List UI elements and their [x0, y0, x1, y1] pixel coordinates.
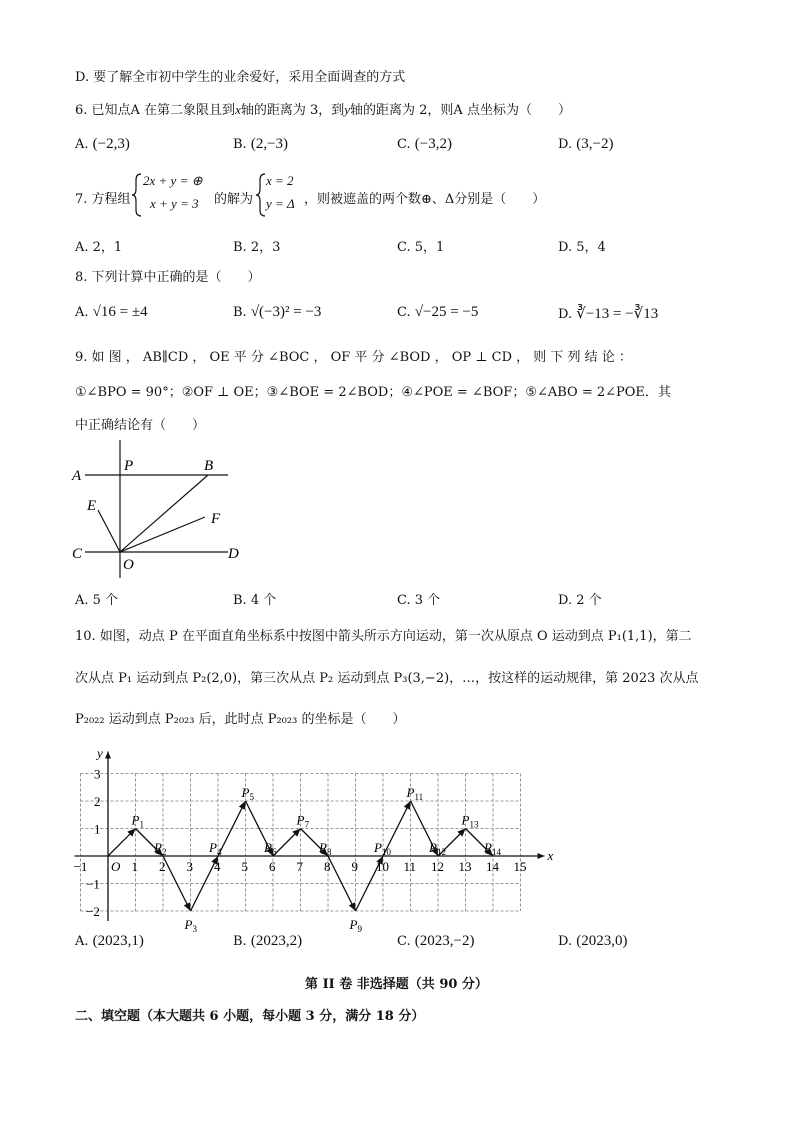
q6-d-value: (3,−2) — [576, 136, 614, 152]
q6-b-value: (2,−3) — [250, 136, 289, 152]
q6-stem-a: 6. 已知点A 在第二象限且到 — [75, 103, 236, 118]
x-tick-label: 9 — [351, 859, 358, 874]
point-label-subscript: 5 — [249, 792, 254, 802]
point-label-subscript: 1 — [139, 819, 144, 830]
q7-mid: 的解为 — [214, 192, 254, 207]
q8-d-expr: ∛−13 = −∛13 — [576, 306, 659, 322]
q8-option-c — [397, 304, 478, 321]
y-tick-label: 3 — [94, 766, 101, 782]
point-label-subscript: 12 — [436, 847, 446, 857]
y-tick-label: 2 — [94, 794, 101, 809]
point-label-subscript: 6 — [271, 847, 277, 857]
label-o: O — [123, 557, 134, 573]
label-c: C — [72, 546, 83, 562]
x-tick-label: 1 — [131, 859, 138, 874]
x-axis-label: x — [547, 848, 554, 863]
point-label-subscript: 2 — [161, 847, 167, 857]
point-label-p9: $P_9$ — [349, 917, 362, 933]
q5-option-d: D. 要了解全市初中学生的业余爱好，采用全面调查的方式 — [75, 70, 406, 85]
q8-c-label: C. — [397, 305, 411, 320]
q9-option-c: C. 3 个 — [397, 593, 441, 608]
q9-option-d: D. 2 个 — [558, 593, 602, 608]
q6-stem-c: 轴的距离为 2，则A 点坐标为（ ） — [350, 103, 571, 118]
q7-eq2: x + y = 3 — [150, 196, 199, 211]
q10-d-label: D. — [558, 934, 573, 949]
y-tick-label: −1 — [86, 876, 100, 892]
y-axis-label: y — [97, 745, 103, 761]
q10-coordinate-chart — [70, 733, 560, 933]
label-a: A — [72, 468, 82, 484]
q9-option-a: A. 5 个 — [75, 593, 119, 608]
point-label-subscript: 14 — [491, 847, 501, 857]
q10-option-a — [75, 933, 144, 950]
q6-option-b — [233, 136, 288, 153]
q7-stem-b: ，则被遮盖的两个数⊕、Δ分别是（ ） — [304, 192, 546, 207]
section-title: 第 II 卷 非选择题（共 90 分） — [305, 977, 488, 992]
label-e: E — [87, 498, 97, 514]
q6-a-label: A. — [75, 137, 89, 152]
ray-of — [120, 517, 205, 552]
q6-c-value: (−3,2) — [414, 136, 452, 152]
q9-option-b: B. 4 个 — [233, 593, 277, 608]
q9-line3: 中正确结论有（ ） — [75, 418, 206, 433]
x-tick-label: 3 — [186, 859, 193, 874]
q6-option-c — [397, 136, 452, 153]
q6-b-label: B. — [233, 137, 247, 152]
label-p: P — [124, 458, 134, 474]
point-label-subscript: 8 — [326, 847, 332, 857]
q7-option-c: C. 5，1 — [397, 240, 445, 255]
y-tick-label: −2 — [86, 904, 100, 919]
q8-c-expr: √−25 = −5 — [414, 304, 479, 320]
point-label-subscript: 13 — [469, 819, 479, 830]
q10-a-label: A. — [75, 934, 89, 949]
point-label-p2: $P_2$ — [154, 840, 167, 857]
x-tick-label: 15 — [513, 859, 527, 874]
q10-option-b — [233, 933, 302, 950]
q10-line2: 次从点 P₁ 运动到点 P₂(2,0)，第三次从点 P₂ 运动到点 P₃(3,−2)，…，按这样的运动规律，第 2023 次从点 — [75, 671, 699, 686]
x-tick-label: 11 — [403, 859, 417, 874]
x-tick-label: 10 — [376, 859, 389, 874]
ray-ob — [120, 475, 208, 552]
point-label-p7: $P_7$ — [296, 812, 309, 830]
point-label-p4: $P_4$ — [209, 840, 222, 857]
x-tick-label: O — [111, 859, 121, 874]
x-tick-label: 4 — [214, 859, 221, 874]
q6-x-var: x — [235, 102, 241, 117]
point-label-p13: $P_{13}$ — [461, 812, 479, 830]
q10-b-value: (2023,2) — [250, 933, 303, 949]
q8-d-label: D. — [558, 307, 573, 322]
label-f: F — [211, 511, 221, 527]
q10-d-value: (2023,0) — [576, 933, 628, 949]
q10-line3: P₂₀₂₂ 运动到点 P₂₀₂₃ 后，此时点 P₂₀₂₃ 的坐标是（ ） — [75, 712, 406, 727]
q7-sol1: x = 2 — [266, 173, 294, 188]
q9-figure — [68, 435, 248, 585]
point-label-p6: $P_6$ — [264, 840, 277, 857]
q8-a-expr: √16 = ±4 — [92, 304, 148, 320]
q7-option-d: D. 5，4 — [558, 240, 606, 255]
point-label-p3: $P_3$ — [184, 917, 197, 933]
q7-option-a: A. 2，1 — [75, 240, 123, 255]
q8-option-b — [233, 304, 321, 321]
q8-option-a — [75, 304, 148, 321]
x-tick-label: 8 — [324, 859, 331, 874]
q10-option-d — [558, 933, 627, 950]
y-tick-label: 1 — [94, 821, 101, 837]
x-tick-label: 7 — [296, 859, 303, 874]
q10-option-c — [397, 933, 474, 950]
point-label-p14: $P_{14}$ — [484, 840, 501, 857]
q9-line2: ①∠BPO = 90°；②OF ⊥ OE；③∠BOE = 2∠BOD；④∠POE = ∠BOF；⑤∠ABO = 2∠POE．其 — [75, 385, 671, 400]
q6-a-value: (−2,3) — [92, 136, 130, 152]
point-label-p12: $P_{12}$ — [429, 840, 446, 857]
q6-d-label: D. — [558, 137, 573, 152]
label-b: B — [204, 458, 214, 474]
q8-stem: 8. 下列计算中正确的是（ ） — [75, 270, 261, 285]
x-tick-label: 6 — [269, 859, 276, 874]
q7-sol2: y = Δ — [266, 196, 295, 211]
q10-c-value: (2023,−2) — [414, 933, 475, 949]
y-axis-arrow — [105, 752, 111, 759]
q10-c-label: C. — [397, 934, 411, 949]
point-label-subscript: 10 — [381, 847, 391, 857]
q10-b-label: B. — [233, 934, 247, 949]
q7-brace-left — [131, 172, 143, 218]
point-label-p8: $P_8$ — [319, 840, 332, 857]
q8-a-label: A. — [75, 305, 89, 320]
point-label-subscript: 7 — [304, 819, 309, 830]
point-label-subscript: 9 — [357, 924, 362, 933]
x-tick-label: 2 — [159, 859, 166, 874]
q7-option-b: B. 2，3 — [233, 240, 281, 255]
x-tick-label: −1 — [73, 859, 88, 874]
fill-blank-header: 二、填空题（本大题共 6 小题，每小题 3 分，满分 18 分） — [75, 1009, 425, 1024]
x-tick-label: 5 — [241, 859, 248, 874]
q7-eq1: 2x + y = ⊕ — [143, 173, 203, 188]
point-label-p5: $P_5$ — [241, 785, 254, 802]
q10-a-value: (2023,1) — [92, 933, 144, 949]
q6-stem-b: 轴的距离为 3，到 — [240, 103, 345, 118]
q10-line1: 10. 如图，动点 P 在平面直角坐标系中按图中箭头所示方向运动，第一次从原点 O 运动到点 P₁(1,1)，第二 — [75, 629, 692, 644]
q6-option-a — [75, 136, 130, 153]
x-tick-label: 14 — [486, 859, 499, 874]
label-d: D — [228, 546, 239, 562]
x-tick-label: 13 — [458, 859, 472, 874]
q6-stem — [75, 99, 571, 118]
ray-oe — [98, 510, 120, 552]
q6-y-var: y — [344, 102, 351, 117]
point-label-p10: $P_{10}$ — [374, 840, 391, 857]
x-axis-arrow — [538, 853, 545, 859]
point-label-subscript: 3 — [192, 924, 197, 933]
q8-b-expr: √(−3)² = −3 — [250, 304, 322, 320]
q8-option-d — [558, 304, 658, 323]
point-label-subscript: 4 — [216, 847, 222, 857]
point-label-p1: $P_1$ — [131, 812, 144, 830]
point-label-subscript: 11 — [414, 792, 424, 802]
q7-stem-a: 7. 方程组 — [75, 192, 131, 207]
q8-b-label: B. — [233, 305, 247, 320]
q6-option-d — [558, 136, 613, 153]
point-label-p11: $P_{11}$ — [406, 785, 424, 802]
x-tick-label: 12 — [431, 859, 444, 874]
q6-c-label: C. — [397, 137, 411, 152]
q9-line1: 9. 如 图 ， AB∥CD ， OE 平 分 ∠BOC ， OF 平 分 ∠BOD ， OP ⊥ CD ， 则 下 列 结 论 ： — [75, 350, 632, 365]
